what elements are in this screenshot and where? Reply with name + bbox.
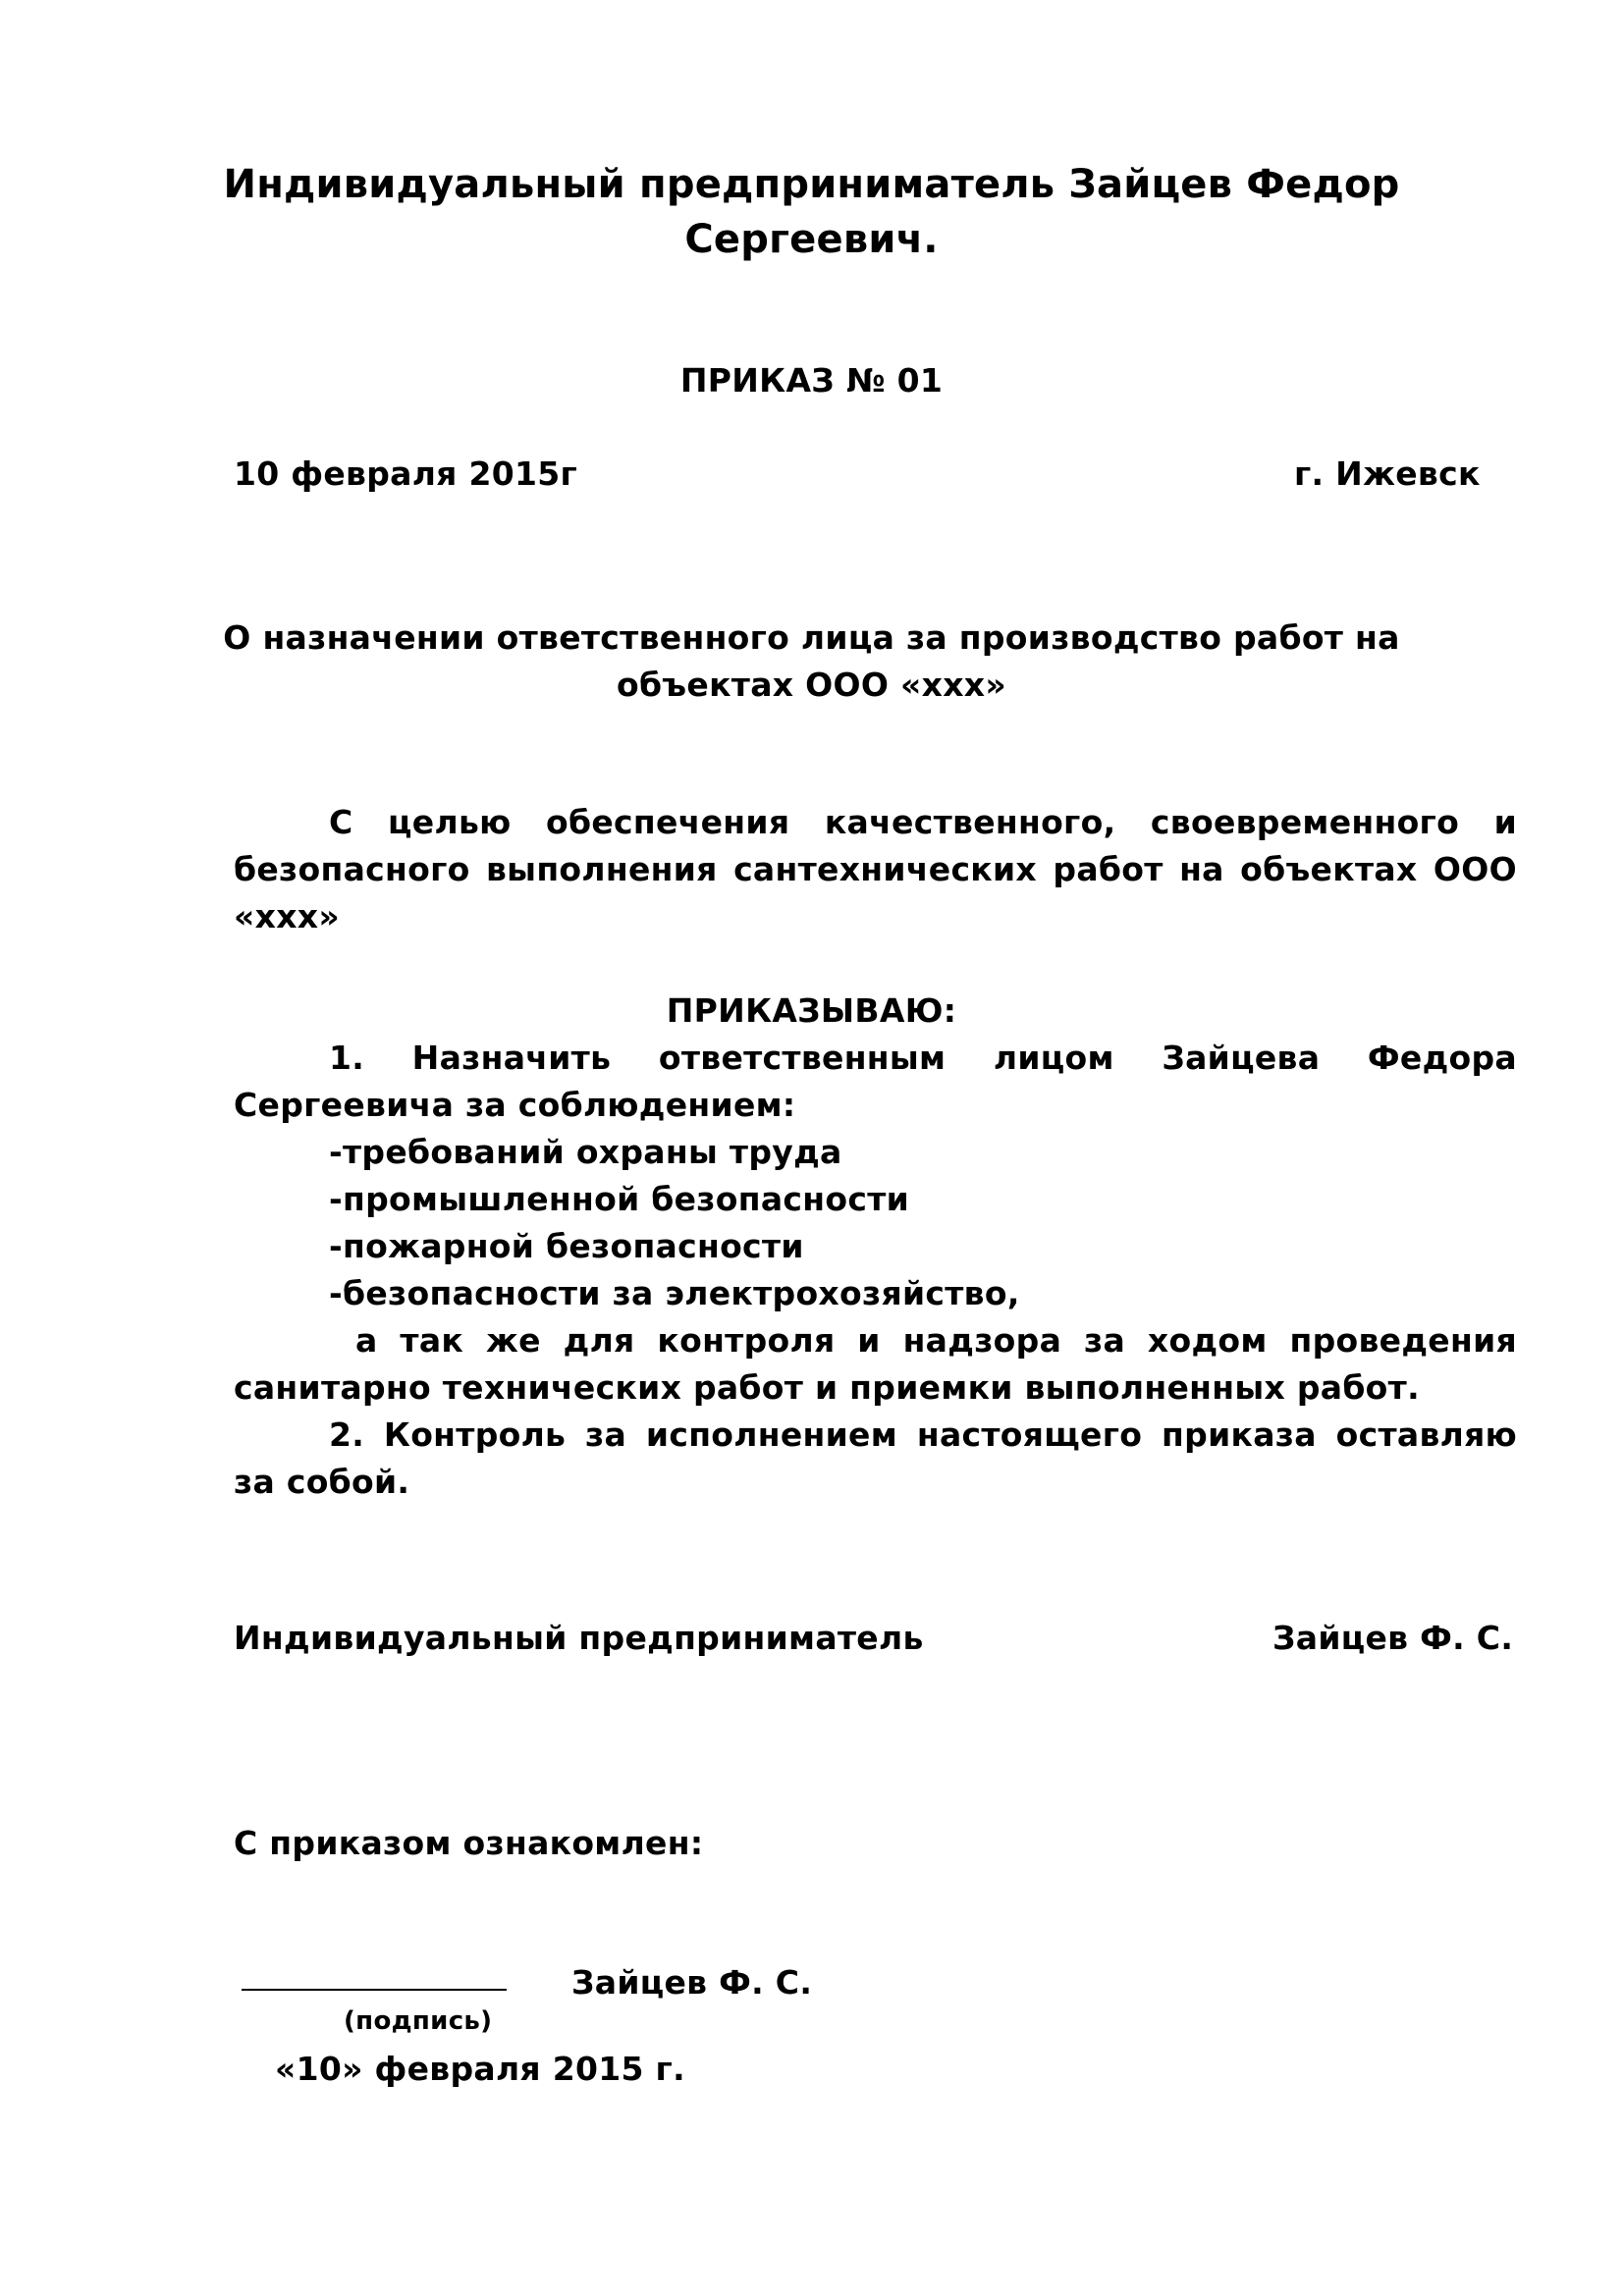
signature-line xyxy=(242,1989,507,1991)
item-1-line-3: а так же для контроля и надзора за ходом проведения xyxy=(355,1321,1517,1360)
item-2-line-2: за собой. xyxy=(234,1463,410,1501)
acknowledged-name: Зайцев Ф. С. xyxy=(571,1963,813,2002)
item-1-line-1: 1. Назначить ответственным лицом Зайцева Федора xyxy=(329,1039,1517,1077)
item-1-bullet: -промышленной безопасности xyxy=(329,1180,910,1218)
item-2-line-1: 2. Контроль за исполнением настоящего приказа оставляю xyxy=(329,1415,1517,1454)
orders-heading: ПРИКАЗЫВАЮ: xyxy=(666,991,957,1030)
order-subject-line-2: объектах ООО «ххх» xyxy=(616,666,1006,704)
item-1-bullet: -требований охраны труда xyxy=(329,1133,842,1171)
item-1-line-2: Сергеевича за соблюдением: xyxy=(234,1086,796,1124)
signatory-position: Индивидуальный предприниматель xyxy=(234,1619,924,1657)
document-title-line-1: Индивидуальный предприниматель Зайцев Федор xyxy=(223,162,1400,207)
acknowledgement-label: С приказом ознакомлен: xyxy=(234,1824,704,1862)
acknowledgement-date: «10» февраля 2015 г. xyxy=(275,2050,685,2088)
order-date: 10 февраля 2015г xyxy=(234,454,578,493)
preamble-line-3: «ххх» xyxy=(234,897,340,935)
order-city: г. Ижевск xyxy=(1294,454,1481,493)
signatory-name: Зайцев Ф. С. xyxy=(1272,1619,1514,1657)
signature-caption: (подпись) xyxy=(344,2006,493,2036)
document-title-line-2: Сергеевич. xyxy=(684,217,939,262)
order-number: ПРИКАЗ № 01 xyxy=(679,361,944,400)
item-1-bullet: -пожарной безопасности xyxy=(329,1227,804,1265)
order-subject-line-1: О назначении ответственного лица за производство работ на xyxy=(223,618,1400,657)
item-1-line-4: санитарно технических работ и приемки выполненных работ. xyxy=(234,1368,1420,1407)
preamble-line-1: С целью обеспечения качественного, своевременного и xyxy=(329,803,1517,841)
item-1-bullet: -безопасности за электрохозяйство, xyxy=(329,1274,1020,1312)
preamble-line-2: безопасного выполнения сантехнических работ на объектах ООО xyxy=(234,850,1517,888)
